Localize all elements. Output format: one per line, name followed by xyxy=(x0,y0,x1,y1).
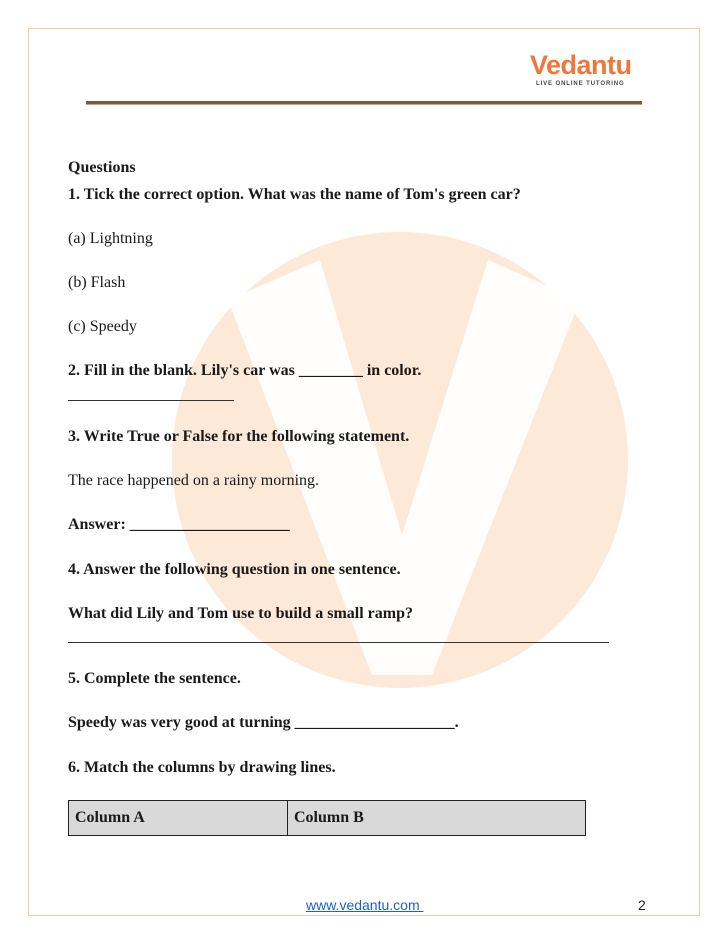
question-3-answer-label: Answer: ____________________ xyxy=(68,516,290,533)
question-1-option-a: (a) Lightning xyxy=(68,230,153,247)
logo-wordmark: Vedantu xyxy=(530,50,632,80)
logo-tagline: LIVE ONLINE TUTORING xyxy=(536,81,625,87)
page-number: 2 xyxy=(638,897,646,913)
question-3-prompt: 3. Write True or False for the following statement. xyxy=(68,428,410,445)
table-header-row xyxy=(69,801,586,836)
question-5-sentence: Speedy was very good at turning ____________________. xyxy=(68,714,459,731)
question-3-statement: The race happened on a rainy morning. xyxy=(68,472,320,489)
question-4-prompt: 4. Answer the following question in one sentence. xyxy=(68,561,401,578)
question-4-question: What did Lily and Tom use to build a small ramp? xyxy=(68,605,413,622)
match-columns-table xyxy=(68,800,586,836)
question-2-answer-line xyxy=(68,400,234,401)
website-link[interactable]: www.vedantu.com xyxy=(306,897,424,913)
question-1-option-b: (b) Flash xyxy=(68,274,126,291)
column-b-header: Column B xyxy=(288,801,586,836)
question-5-prompt: 5. Complete the sentence. xyxy=(68,670,241,687)
question-2-prompt: 2. Fill in the blank. Lily's car was ________ in color. xyxy=(68,362,422,379)
vedantu-logo xyxy=(530,50,642,90)
question-4-answer-line xyxy=(68,642,609,643)
column-a-header: Column A xyxy=(69,801,288,836)
questions-heading: Questions xyxy=(68,159,136,176)
vedantu-watermark-icon xyxy=(170,205,630,705)
question-1-option-c: (c) Speedy xyxy=(68,318,137,335)
question-6-prompt: 6. Match the columns by drawing lines. xyxy=(68,759,336,776)
question-1-prompt: 1. Tick the correct option. What was the name of Tom's green car? xyxy=(68,186,521,203)
header-divider xyxy=(86,101,642,105)
